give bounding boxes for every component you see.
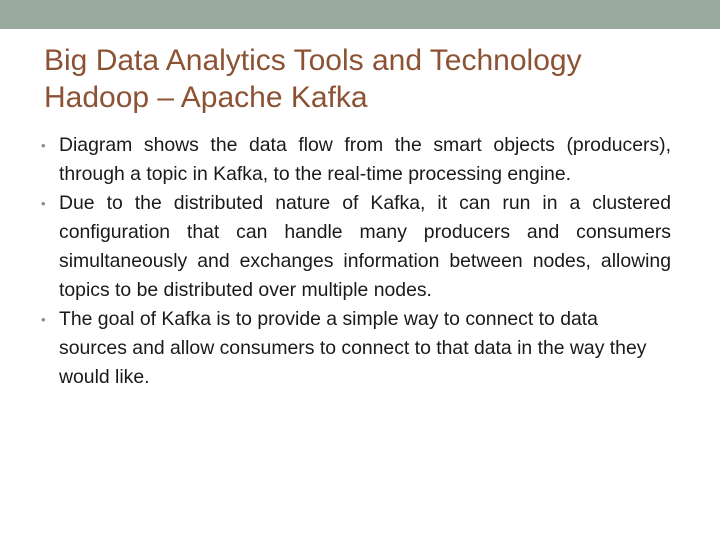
bullet-marker: • xyxy=(41,312,46,327)
bullet-item-3 xyxy=(41,305,671,392)
bullet-text-3: The goal of Kafka is to provide a simple way to connect to data sources and allow consumers to connect to that data in the way they would like. xyxy=(59,308,647,388)
bullet-marker: • xyxy=(41,196,46,211)
bullet-text-2: Due to the distributed nature of Kafka, it can run in a clustered configuration that can handle many producers and consumers simultaneously and exchanges information between nodes, allowing topics to be distributed over multiple nodes. xyxy=(59,192,671,301)
slide-title-line-2: Hadoop – Apache Kafka xyxy=(44,81,368,114)
bullet-marker: • xyxy=(41,138,46,153)
bullet-item-1 xyxy=(41,131,671,189)
slide-title-line-1: Big Data Analytics Tools and Technology xyxy=(44,44,582,77)
top-accent-bar xyxy=(0,0,720,29)
bullet-text-1: Diagram shows the data flow from the smart objects (producers), through a topic in Kafka, to the real-time processing engine. xyxy=(59,134,671,185)
bullet-list xyxy=(41,131,671,392)
slide-title xyxy=(44,42,684,116)
bullet-item-2 xyxy=(41,189,671,305)
